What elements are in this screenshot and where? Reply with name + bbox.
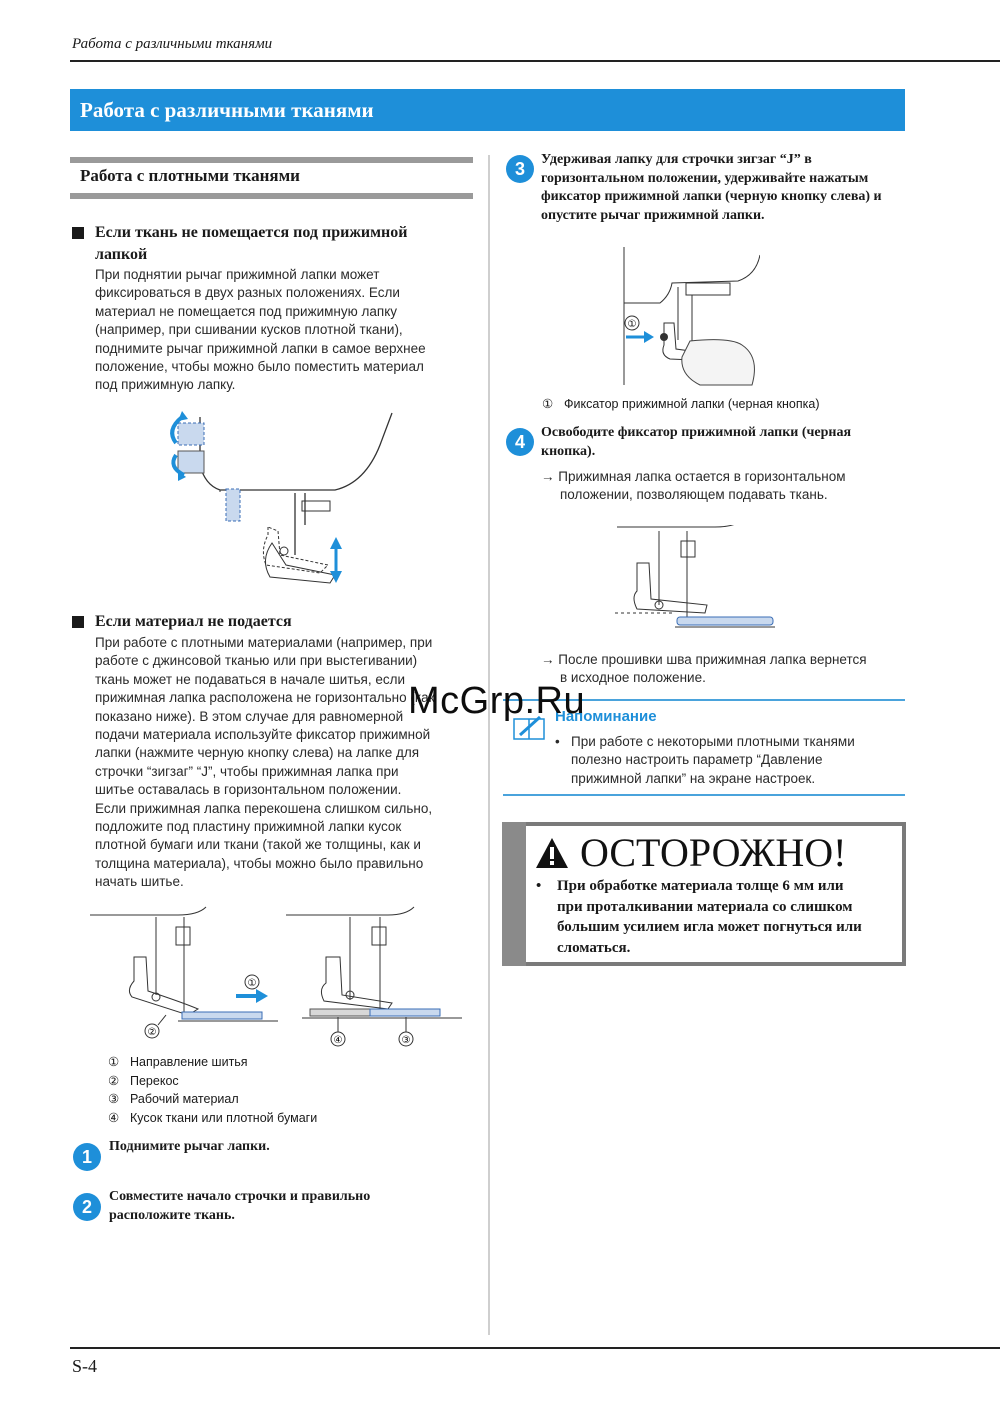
step-4-icon: 4 xyxy=(506,428,534,456)
text-line: расположите ткань. xyxy=(109,1207,235,1223)
text-line: строчки “зигзаг” “J”, чтобы прижимная лапка при xyxy=(95,763,399,779)
text-line: При обработке материала толще 6 мм или xyxy=(557,878,844,894)
note-title: Напоминание xyxy=(555,708,657,725)
text-line: в исходное положение. xyxy=(560,670,706,686)
text-line: показано ниже). В этом случае для равномерной xyxy=(95,708,404,724)
step-3-legend: ① Фиксатор прижимной лапки (черная кнопка) xyxy=(542,397,820,411)
legend-item: ③ Рабочий материал xyxy=(108,1092,239,1106)
text-line: толщина материала), чтобы можно было правильно xyxy=(95,855,424,871)
text-line: горизонтальном положении, удерживайте нажатым xyxy=(541,170,869,186)
text-line: прижимной лапки” на экране настроек. xyxy=(571,770,816,786)
step-2-icon: 2 xyxy=(73,1193,101,1221)
legend-item: ② Перекос xyxy=(108,1073,179,1088)
text-line: кнопка). xyxy=(541,443,596,459)
text-line: подачи материала используйте фиксатор прижимной xyxy=(95,727,431,743)
text-line: фиксироваться в двух разных положениях. Если xyxy=(95,285,400,301)
text-line: Освободите фиксатор прижимной лапки (черная xyxy=(541,425,852,440)
figure-legend xyxy=(108,1053,317,1127)
caution-title: ОСТОРОЖНО! xyxy=(580,830,847,875)
bullet-square xyxy=(72,227,84,239)
callout-4: ④ xyxy=(333,1035,343,1046)
text-line: При поднятии рычаг прижимной лапки может xyxy=(95,267,380,282)
text-line: фиксатор прижимной лапки (черную кнопку слева) и xyxy=(541,189,882,204)
step-3-icon: 3 xyxy=(506,155,534,183)
caution-side-bar xyxy=(502,822,526,966)
text-line: работе с джинсовой тканью или при выстегивании) xyxy=(95,653,418,669)
text-line: под прижимную лапку. xyxy=(95,377,236,393)
text-line: начать шитье. xyxy=(95,874,184,890)
presser-lever-illustration xyxy=(160,405,400,590)
text-line: материал не помещается под прижимную лапку xyxy=(95,303,398,319)
text-line: полезно настроить параметр “Давление xyxy=(571,752,823,768)
chapter-banner: Работа с различными тканями xyxy=(70,89,905,131)
text-line: шитье оставалась в горизонтальном положении. xyxy=(95,782,402,798)
legend-item: ① Направление шитья xyxy=(108,1055,248,1069)
legend-item: ④ Кусок ткани или плотной бумаги xyxy=(108,1110,318,1125)
page-number: S-4 xyxy=(72,1356,98,1376)
block1-paragraph xyxy=(95,266,475,395)
step-1-icon: 1 xyxy=(73,1143,101,1171)
step-1-text: Поднимите рычаг лапки. xyxy=(109,1139,270,1154)
block1-heading-line1: Если ткань не помещается под прижимной xyxy=(95,224,408,241)
result-2 xyxy=(541,651,867,688)
text-line: прижимная лапка расположена не горизонтально (как xyxy=(95,690,435,706)
result-1 xyxy=(541,468,846,505)
block2-heading: Если материал не подается xyxy=(95,613,292,630)
block1-heading xyxy=(95,222,407,266)
text-line: поднимите рычаг прижимной лапки в самое верхнее xyxy=(95,340,426,356)
column-divider xyxy=(488,155,490,1335)
callout-1: ① xyxy=(627,319,637,330)
text-line: подложите под пластину прижимной лапки кусок xyxy=(95,819,402,835)
block1-heading-line2: лапкой xyxy=(95,246,148,263)
text-line: положение, чтобы можно было поместить материал xyxy=(95,359,424,375)
text-line: При работе с плотными материалами (например, при xyxy=(95,635,433,650)
text-line: опустите рычаг прижимной лапки. xyxy=(541,207,765,223)
warning-triangle-icon xyxy=(534,836,570,870)
section-bar-top xyxy=(70,157,473,163)
text-line: положении, позволяющем подавать ткань. xyxy=(560,487,828,503)
text-line: плотной бумаги или ткани (такой же толщины, как и xyxy=(95,837,421,853)
step-3-text xyxy=(541,151,911,225)
callout-2: ② xyxy=(147,1027,157,1038)
callout-3: ③ xyxy=(401,1035,411,1046)
callout-1: ① xyxy=(247,978,257,989)
note-bullet: • xyxy=(555,734,560,749)
text-line: → Прижимная лапка остается в горизонтальном xyxy=(541,469,846,484)
caution-bullet: • xyxy=(536,878,542,894)
note-rule-bottom xyxy=(503,794,905,796)
text-line: Совместите начало строчки и правильно xyxy=(109,1189,371,1204)
text-line: При работе с некоторыми плотными тканями xyxy=(571,734,855,749)
step-4-text xyxy=(541,424,911,461)
text-line: при проталкивании материала со слишком xyxy=(557,898,853,915)
bullet-square xyxy=(72,616,84,628)
footer-rule xyxy=(70,1347,1000,1349)
watermark: McGrp.Ru xyxy=(408,680,586,722)
section-bar-bottom xyxy=(70,193,473,199)
text-line: ткань может не подаваться в начале шитья, если xyxy=(95,671,406,687)
text-line: лапки (нажмите черную кнопку слева) на лапке для xyxy=(95,745,420,761)
step-2-text xyxy=(109,1188,370,1225)
foot-level-illustration xyxy=(615,525,775,635)
caution-text xyxy=(557,876,902,958)
note-text xyxy=(571,733,901,788)
text-line: (например, при сшивании кусков плотной ткани), xyxy=(95,322,403,338)
foot-lock-illustration xyxy=(620,245,760,390)
text-line: → После прошивки шва прижимная лапка вернется xyxy=(541,652,867,667)
block2-paragraph xyxy=(95,634,475,892)
section-title: Работа с плотными тканями xyxy=(80,166,300,185)
text-line: большим усилием игла может погнуться или xyxy=(557,919,862,935)
foot-skew-illustration xyxy=(88,905,468,1055)
running-title: Работа с различными тканями xyxy=(72,36,273,52)
text-line: сломаться. xyxy=(557,939,631,956)
text-line: Если прижимная лапка перекошена слишком сильно, xyxy=(95,800,433,816)
text-line: Удерживая лапку для строчки зигзаг “J” в xyxy=(541,152,812,167)
header-rule xyxy=(70,60,1000,62)
